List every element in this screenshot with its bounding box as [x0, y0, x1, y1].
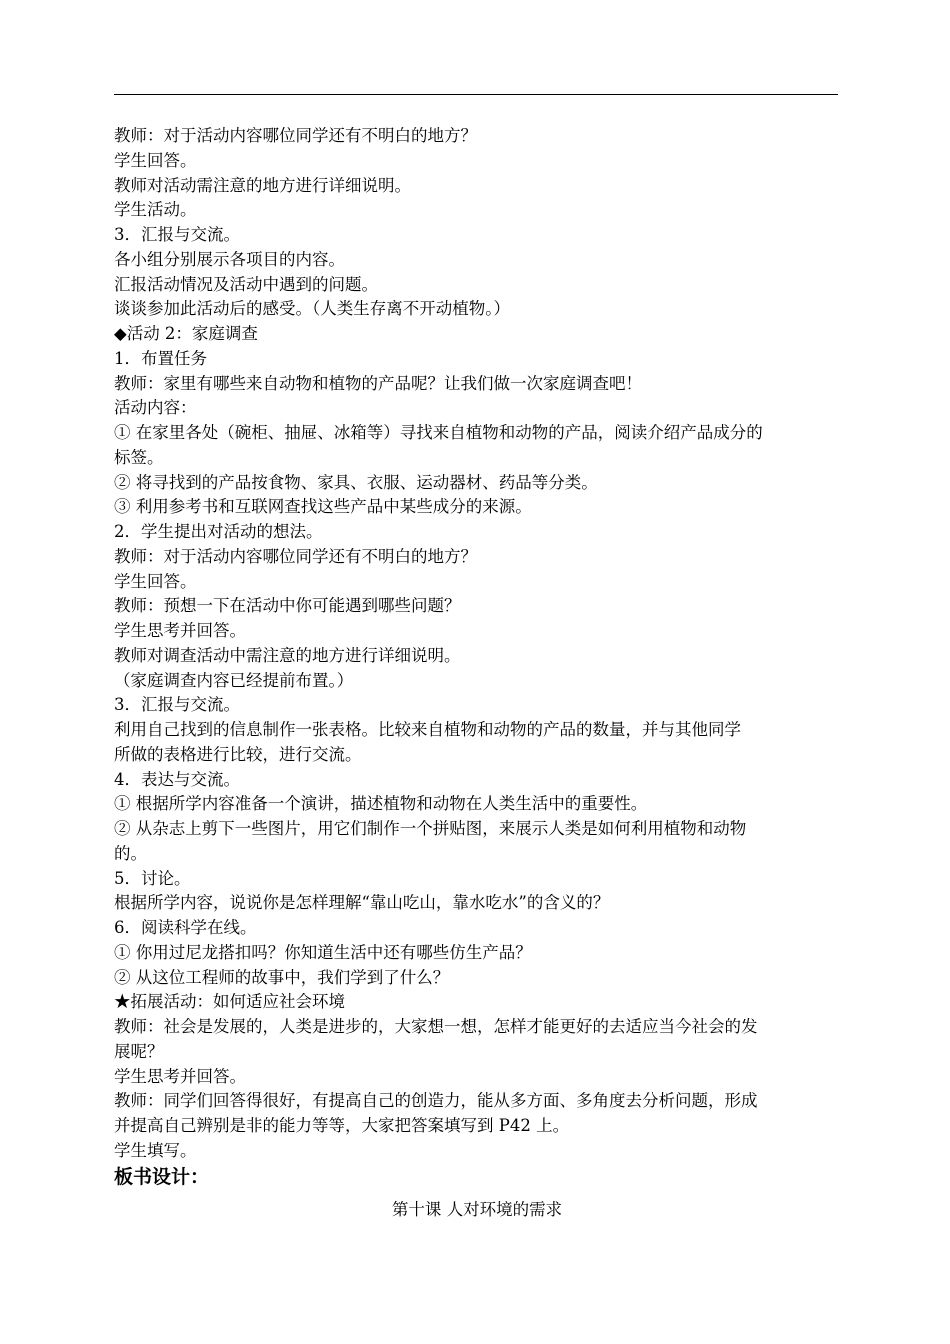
text-line: 5．讨论。 — [114, 868, 191, 888]
text-line: 学生回答。 — [114, 150, 197, 170]
header-rule — [114, 94, 838, 95]
document-body — [114, 124, 840, 1222]
text-line: 1．布置任务 — [114, 348, 207, 368]
text-line: ① 在家里各处（碗柜、抽屉、冰箱等）寻找来自植物和动物的产品，阅读介绍产品成分的 — [114, 423, 763, 442]
text-line: 教师：社会是发展的，人类是进步的，大家想一想，怎样才能更好的去适应当今社会的发 — [114, 1017, 758, 1036]
text-line: 谈谈参加此活动后的感受。（人类生存离不开动植物。） — [114, 299, 510, 319]
text-line: 学生活动。 — [114, 200, 197, 220]
text-line: 根据所学内容，说说你是怎样理解“靠山吃山，靠水吃水”的含义的？ — [114, 893, 610, 913]
text-line: 各小组分别展示各项目的内容。 — [114, 249, 345, 269]
text-line: 3．汇报与交流。 — [114, 695, 240, 715]
text-line: （家庭调查内容已经提前布置。） — [114, 670, 354, 690]
text-line: 教师：家里有哪些来自动物和植物的产品呢？让我们做一次家庭调查吧！ — [114, 373, 642, 393]
text-line: 教师：预想一下在活动中你可能遇到哪些问题？ — [114, 596, 461, 616]
text-line: 所做的表格进行比较，进行交流。 — [114, 744, 362, 764]
text-line: ② 从杂志上剪下一些图片，用它们制作一个拼贴图，来展示人类是如何利用植物和动物 — [114, 819, 747, 838]
text-line: 6．阅读科学在线。 — [114, 918, 257, 937]
text-line: 标签。 — [114, 447, 164, 467]
text-line: ① 你用过尼龙搭扣吗？你知道生活中还有哪些仿生产品？ — [114, 942, 532, 962]
text-line: 学生填写。 — [114, 1140, 197, 1160]
text-line: 教师：对于活动内容哪位同学还有不明白的地方？ — [114, 126, 477, 145]
text-line: 并提高自己辨别是非的能力等等，大家把答案填写到 P42 上。 — [114, 1116, 570, 1135]
text-line: 4．表达与交流。 — [114, 769, 240, 789]
text-line: 学生回答。 — [114, 571, 197, 591]
text-line: 教师对活动需注意的地方进行详细说明。 — [114, 175, 411, 195]
text-line: 学生思考并回答。 — [114, 1066, 246, 1086]
text-line: ③ 利用参考书和互联网查找这些产品中某些成分的来源。 — [114, 497, 532, 517]
text-line: 展呢？ — [114, 1041, 164, 1061]
text-line: 教师对调查活动中需注意的地方进行详细说明。 — [114, 645, 461, 665]
section-heading: 板书设计： — [114, 1165, 210, 1188]
text-line: 3．汇报与交流。 — [114, 225, 240, 244]
board-title: 第十课 人对环境的需求 — [391, 1199, 563, 1219]
text-line: 活动内容： — [114, 398, 197, 418]
text-line: 的。 — [114, 843, 147, 863]
text-line: ① 根据所学内容准备一个演讲，描述植物和动物在人类生活中的重要性。 — [114, 794, 648, 814]
text-line: ★拓展活动：如何适应社会环境 — [114, 992, 345, 1012]
text-line: 学生思考并回答。 — [114, 621, 246, 640]
text-line: 汇报活动情况及活动中遇到的问题。 — [114, 274, 378, 294]
text-line: ② 从这位工程师的故事中，我们学到了什么？ — [114, 967, 450, 987]
text-line: 利用自己找到的信息制作一张表格。比较来自植物和动物的产品的数量，并与其他同学 — [114, 720, 741, 739]
text-line: 教师：对于活动内容哪位同学还有不明白的地方？ — [114, 546, 477, 566]
text-line: 2．学生提出对活动的想法。 — [114, 522, 323, 541]
text-line: 教师：同学们回答得很好，有提高自己的创造力，能从多方面、多角度去分析问题，形成 — [114, 1091, 758, 1111]
text-line: ② 将寻找到的产品按食物、家具、衣服、运动器材、药品等分类。 — [114, 472, 598, 492]
text-line: ◆活动 2：家庭调查 — [114, 324, 258, 343]
